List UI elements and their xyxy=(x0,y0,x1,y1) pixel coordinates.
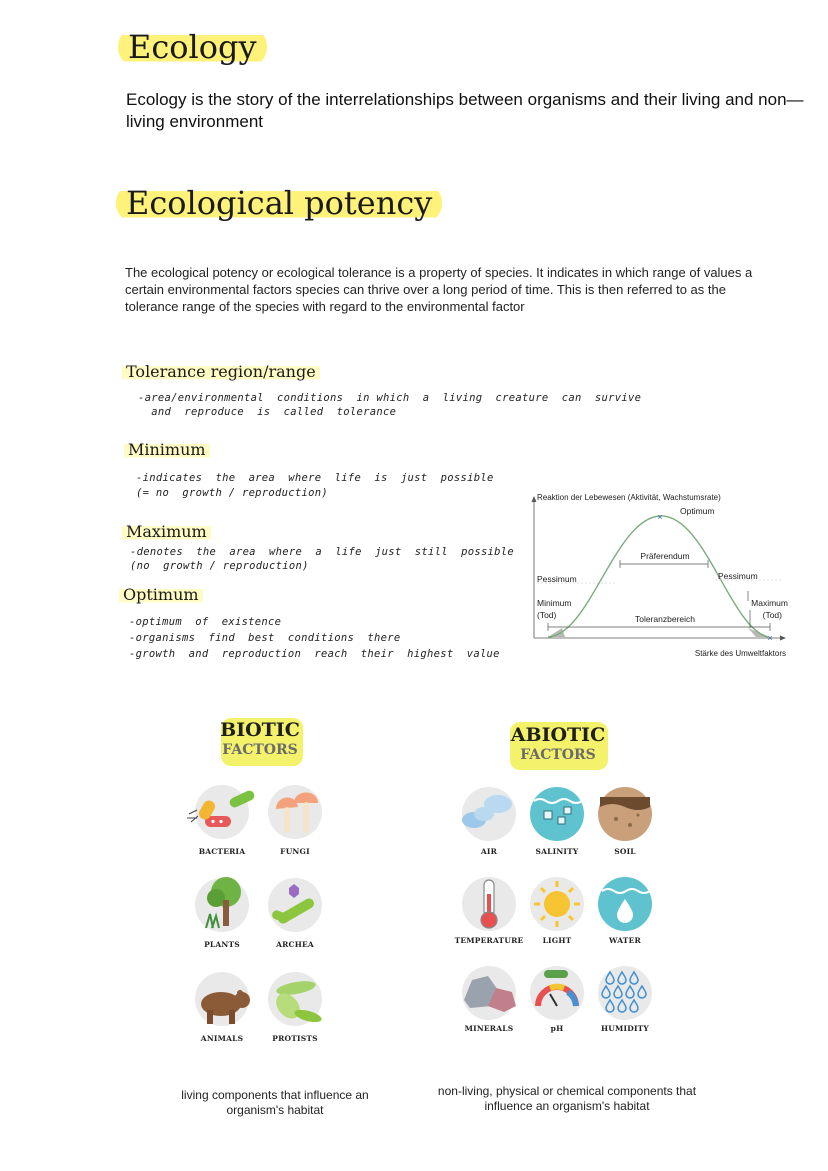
minerals-label: MINERALS xyxy=(464,1024,514,1033)
potency-title: Ecological potency xyxy=(116,184,442,222)
abiotic-caption: non-living, physical or chemical components that influence an organism's habitat xyxy=(437,1084,697,1113)
ph-gauge-icon xyxy=(530,966,584,1020)
tolerance-line-2: and reproduce is called tolerance xyxy=(138,406,397,418)
maximum-label: Maximum xyxy=(751,598,788,608)
bacteria-icon xyxy=(183,782,255,842)
ecology-definition: Ecology is the story of the interrelationships between organisms and their living and non—living environment xyxy=(126,90,804,131)
optimum-heading: Optimum xyxy=(119,585,203,604)
plants-label: PLANTS xyxy=(204,940,240,949)
biotic-subtitle: FACTORS xyxy=(222,742,298,758)
praeferendum-label: Präferendum xyxy=(640,551,690,561)
bear-icon xyxy=(195,982,253,1026)
bacteria-label: BACTERIA xyxy=(198,847,246,856)
pessimum-left-label: Pessimum xyxy=(537,574,577,584)
ph-label: pH xyxy=(550,1024,564,1033)
protist-icon xyxy=(266,974,326,1030)
minimum-heading: Minimum xyxy=(124,440,210,459)
droplets-icon xyxy=(598,966,652,1020)
optimum-line-2: -organisms find best conditions there xyxy=(129,632,401,644)
minimum-label: Minimum xyxy=(537,598,572,608)
minimum-line-1: -indicates the area where life is just possible xyxy=(136,472,494,484)
rock-icon xyxy=(458,970,520,1016)
tree-icon xyxy=(198,872,252,932)
biotic-title: BIOTIC xyxy=(220,719,300,741)
minimum-tod-label: (Tod) xyxy=(537,610,557,620)
tolerance-chart xyxy=(520,488,800,663)
water-drop-icon xyxy=(598,877,652,931)
x-axis-arrow xyxy=(780,636,786,641)
maximum-line-1: -denotes the area where a life just still possible xyxy=(130,546,515,558)
water-label: WATER xyxy=(609,936,641,945)
pessimum-right-label: Pessimum xyxy=(718,571,758,581)
optimum-line-1: -optimum of existence xyxy=(129,616,282,628)
soil-icon xyxy=(598,787,652,841)
abiotic-title: ABIOTIC xyxy=(510,724,606,746)
optimum-label: Optimum xyxy=(680,506,715,516)
biotic-caption: living components that influence an organism's habitat xyxy=(181,1088,369,1117)
fungi-label: FUNGI xyxy=(280,847,310,856)
potency-text: The ecological potency or ecological tolerance is a property of species. It indicates in which range of values a certain environmental factors species can thrive over a long period of time. This is then referred to as the tolerance range of the species with regard to the environmental factor xyxy=(125,265,753,314)
y-axis-label: Reaktion der Lebewesen (Aktivität, Wachstumsrate) xyxy=(537,493,721,502)
archea-label: ARCHEA xyxy=(276,940,314,949)
optimum-line-3: -growth and reproduction reach their highest value xyxy=(129,648,500,660)
temperature-label: TEMPERATURE xyxy=(454,936,524,945)
maximum-heading: Maximum xyxy=(122,522,211,541)
y-axis-arrow xyxy=(532,496,537,502)
tolerance-heading: Tolerance region/range xyxy=(122,362,320,381)
archea-icon xyxy=(266,878,326,934)
humidity-label: HUMIDITY xyxy=(601,1024,649,1033)
maximum-tod-label: (Tod) xyxy=(762,610,782,620)
maximum-line-2: (no growth / reproduction) xyxy=(130,560,309,572)
light-label: LIGHT xyxy=(542,936,572,945)
abiotic-subtitle: FACTORS xyxy=(520,747,596,763)
animals-label: ANIMALS xyxy=(200,1034,244,1043)
ecology-title: Ecology xyxy=(118,28,267,66)
x-axis-label: Stärke des Umweltfaktors xyxy=(694,649,786,658)
maximum-marker: × xyxy=(767,633,773,643)
minimum-line-2: (= no growth / reproduction) xyxy=(136,487,329,499)
protists-label: PROTISTS xyxy=(272,1034,318,1043)
mushroom-icon xyxy=(268,783,324,839)
soil-label: SOIL xyxy=(614,847,636,856)
tolerance-line-1: -area/environmental conditions in which a living creature can survive xyxy=(138,392,642,404)
air-label: AIR xyxy=(480,847,498,856)
toleranzbereich-label: Toleranzbereich xyxy=(634,614,696,624)
sun-icon xyxy=(530,877,584,931)
thermometer-icon xyxy=(462,874,516,934)
salinity-label: SALINITY xyxy=(535,847,579,856)
cloud-icon xyxy=(458,788,520,838)
optimum-marker: × xyxy=(657,512,663,522)
salt-crystals-icon xyxy=(530,787,584,841)
